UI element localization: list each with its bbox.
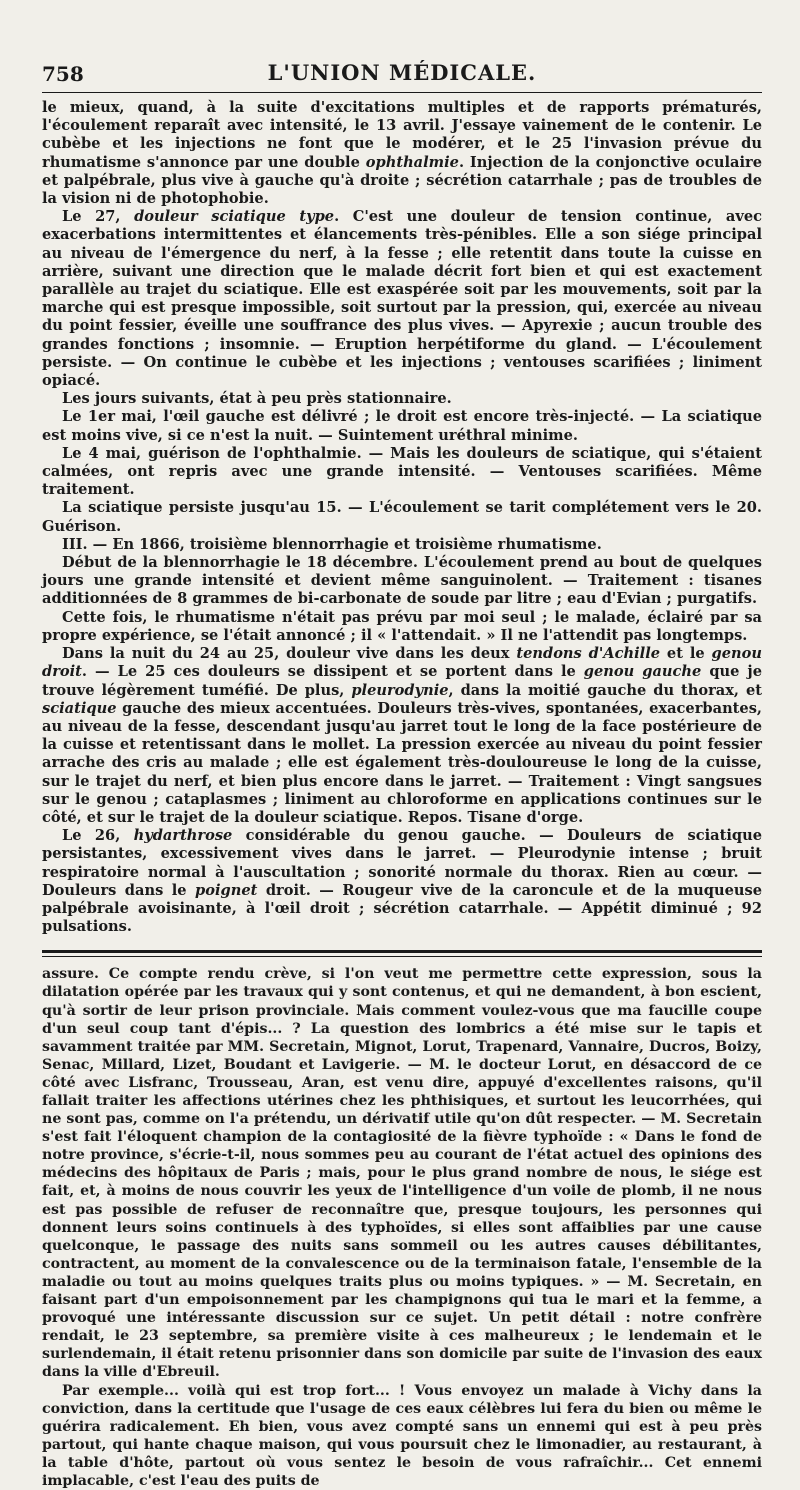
- feuilleton-body: [42, 965, 762, 1490]
- section-heading: III. — En 1866, troisième blennorrhagie et troisième rhumatisme.: [42, 536, 762, 554]
- paragraph: le mieux, quand, à la suite d'excitations multiples et de rapports prématurés, l'écoulement reparaît avec intensité, le 13 avril. J'essaye vainement de le contenir. Le cubèbe et les injections ne font que le modérer, et le 25 l'invasion prévue du rhumatisme s'annonce par une double ophthalmie. Injection de la conjonctive oculaire et palpébrale, plus vive à gauche qu'à droite ; sécrétion catarrhale ; pas de troubles de la vision ni de photophobie.: [42, 99, 762, 208]
- page-number: 758: [42, 62, 84, 86]
- paragraph: Le 1er mai, l'œil gauche est délivré ; le droit est encore très-injecté. — La sciatique est moins vive, si ce n'est la nuit. — Suintement uréthral minime.: [42, 408, 762, 444]
- article-body: [42, 99, 762, 936]
- running-title: L'UNION MÉDICALE.: [42, 60, 762, 85]
- paragraph: La sciatique persiste jusqu'au 15. — L'écoulement se tarit complétement vers le 20. Guérison.: [42, 499, 762, 535]
- header-rule: [42, 92, 762, 93]
- paragraph: Le 26, hydarthrose considérable du genou gauche. — Douleurs de sciatique persistantes, excessivement vives dans le jarret. — Pleurodynie intense ; bruit respiratoire normal à l'auscultation ; sonorité normale du thorax. Rien au cœur. — Douleurs dans le poignet droit. — Rougeur vive de la caroncule et de la muqueuse palpébrale avoisinante, à l'œil droit ; sécrétion catarrhale. — Appétit diminué ; 92 pulsations.: [42, 827, 762, 936]
- paragraph: Le 27, douleur sciatique type. C'est une douleur de tension continue, avec exacerbations intermittentes et élancements très-pénibles. Elle a son siége principal au niveau de l'émergence du nerf, à la fesse ; elle retentit dans toute la cuisse en arrière, suivant une direction que le malade décrit fort bien et qui est exactement parallèle au trajet du sciatique. Elle est exaspérée soit par les mouvements, soit par la marche qui est presque impossible, soit surtout par la pression, qui, exercée au niveau du point fessier, éveille une souffrance des plus vives. — Apyrexie ; aucun trouble des grandes fonctions ; insomnie. — Eruption herpétiforme du gland. — L'écoulement persiste. — On continue le cubèbe et les injections ; ventouses scarifiées ; liniment opiacé.: [42, 208, 762, 390]
- paragraph: Les jours suivants, état à peu près stationnaire.: [42, 390, 762, 408]
- paragraph: Le 4 mai, guérison de l'ophthalmie. — Mais les douleurs de sciatique, qui s'étaient calmées, ont repris avec une grande intensité. — Ventouses scarifiées. Même traitement.: [42, 445, 762, 500]
- page-header: [42, 58, 762, 92]
- paragraph: Cette fois, le rhumatisme n'était pas prévu par moi seul ; le malade, éclairé par sa propre expérience, se l'était annoncé ; il « l'attendait. » Il ne l'attendit pas longtemps.: [42, 609, 762, 645]
- paragraph: Début de la blennorrhagie le 18 décembre. L'écoulement prend au bout de quelques jours une grande intensité et devient même sanguinolent. — Traitement : tisanes additionnées de 8 grammes de bi-carbonate de soude par litre ; eau d'Evian ; purgatifs.: [42, 554, 762, 609]
- paragraph: Par exemple... voilà qui est trop fort... ! Vous envoyez un malade à Vichy dans la conviction, dans la certitude que l'usage de ces eaux célèbres lui fera du bien ou même le guérira radicalement. Eh bien, vous avez compté sans un ennemi qui est à peu près partout, qui hante chaque maison, qui vous poursuit chez le limonadier, au restaurant, à la table d'hôte, partout où vous sentez le besoin de vous rafraîchir... Cet ennemi implacable, c'est l'eau des puits de: [42, 1382, 762, 1490]
- feuilleton-separator: [42, 950, 762, 953]
- paragraph: assure. Ce compte rendu crève, si l'on veut me permettre cette expression, sous la dilatation opérée par les travaux qui y sont contenus, et qui ne demandent, à bon escient, qu'à sortir de leur prison provinciale. Mais comment voulez-vous que ma faucille coupe d'un seul coup tant d'épis... ? La question des lombrics a été mise sur le tapis et savamment traitée par MM. Secretain, Mignot, Lorut, Trapenard, Vannaire, Ducros, Boizy, Senac, Millard, Lizet, Boudant et Lavigerie. — M. le docteur Lorut, en désaccord de ce côté avec Lisfranc, Trousseau, Aran, est venu dire, appuyé d'excellentes raisons, qu'il fallait traiter les affections utérines chez les phthisiques, et surtout les leucorrhées, qui ne sont pas, comme on l'a prétendu, un dérivatif utile qu'on dût respecter. — M. Secretain s'est fait l'éloquent champion de la contagiosité de la fièvre typhoïde : « Dans le fond de notre province, s'écrie-t-il, nous sommes peu au courant de l'état actuel des opinions des médecins des hôpitaux de Paris ; mais, pour le plus grand nombre de nous, le siége est fait, et, à moins de nous couvrir les yeux de l'intelligence d'un voile de plomb, il ne nous est pas possible de refuser de reconnaître que, presque toujours, les personnes qui donnent leurs soins continuels à des typhoïdes, si elles sont affaiblies par une cause quelconque, le passage des nuits sans sommeil ou les autres causes débilitantes, contractent, au moment de la convalescence ou de la terminaison fatale, l'ensemble de la maladie ou tout au moins quelques traits plus ou moins typiques. » — M. Secretain, en faisant part d'un empoisonnement par les champignons qui tua le mari et la femme, a provoqué une intéressante discussion sur ce sujet. Un petit détail : notre confrère rendait, le 23 septembre, sa première visite à ces malheureux ; le lendemain et le surlendemain, il était retenu prisonnier dans son domicile par suite de l'invasion des eaux dans la ville d'Ebreuil.: [42, 965, 762, 1381]
- paragraph: Dans la nuit du 24 au 25, douleur vive dans les deux tendons d'Achille et le genou droit. — Le 25 ces douleurs se dissipent et se portent dans le genou gauche que je trouve légèrement tuméfié. De plus, pleurodynie, dans la moitié gauche du thorax, et sciatique gauche des mieux accentuées. Douleurs très-vives, spontanées, exacerbantes, au niveau de la fesse, descendant jusqu'au jarret tout le long de la face postérieure de la cuisse et retentissant dans le mollet. La pression exercée au niveau du point fessier arrache des cris au malade ; elle est également très-douloureuse le long de la cuisse, sur le trajet du nerf, et bien plus encore dans le jarret. — Traitement : Vingt sangsues sur le genou ; cataplasmes ; liniment au chloroforme en applications continues sur le côté, et sur le trajet de la douleur sciatique. Repos. Tisane d'orge.: [42, 645, 762, 827]
